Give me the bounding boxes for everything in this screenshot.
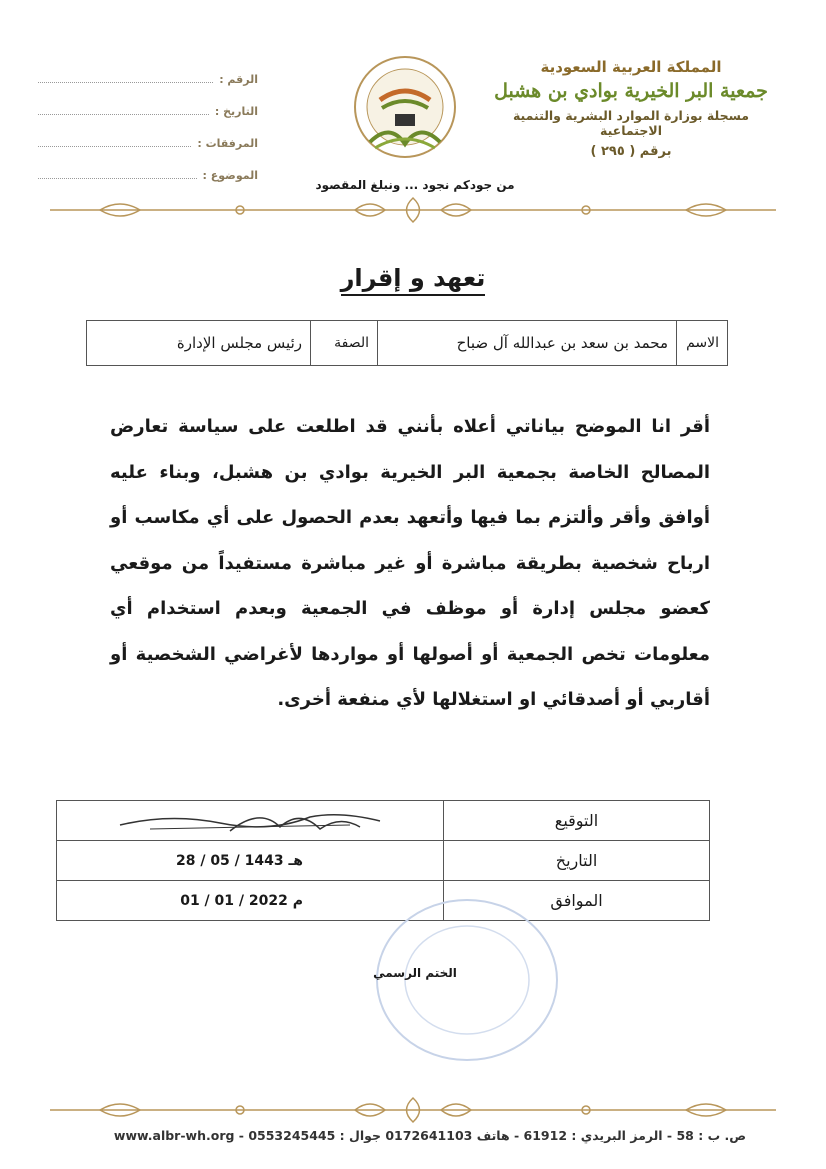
field-number: الرقم :: [38, 54, 258, 86]
gregorian-label: الموافق: [443, 881, 709, 920]
signature-icon: [57, 801, 443, 840]
signature-label: التوقيع: [443, 801, 709, 840]
country-name: المملكة العربية السعودية: [540, 58, 722, 76]
org-logo-icon: [350, 52, 460, 162]
role-label: الصفة: [310, 321, 377, 365]
role-value: رئيس مجلس الإدارة: [176, 334, 302, 352]
registration-text: مسجلة بوزارة الموارد البشرية والتنمية الاجتماعية: [512, 108, 750, 138]
footer-contact: ص. ب : 58 - الرمز البريدي : 61912 - هاتف 0172641103 جوال : 0553245445 - www.albr-wh.org: [113, 1128, 747, 1143]
hijri-date-row: [57, 841, 709, 881]
stamp-icon: [372, 895, 562, 1065]
ornament-divider-icon: [40, 190, 786, 230]
org-header: [481, 58, 781, 159]
info-table: [86, 320, 728, 366]
date-label: التاريخ: [443, 841, 709, 880]
reference-fields: [38, 54, 258, 182]
gregorian-date-value: 01 / 01 / 2022 م: [180, 892, 303, 909]
hijri-date-value: 28 / 05 / 1443 هـ: [175, 852, 303, 869]
document-title: تعهد و إقرار: [300, 264, 526, 292]
signature-row: [57, 801, 709, 841]
motto: من جودكم نجود ... ونبلغ المقصود: [315, 178, 515, 192]
footer-ornament-icon: [40, 1090, 786, 1130]
registration-number: برقم ( ٢٩٥ ): [590, 144, 672, 159]
name-value: محمد بن سعد بن عبدالله آل ضباح: [377, 321, 676, 365]
org-name: جمعية البر الخيرية بوادي بن هشبل: [494, 80, 768, 102]
field-attachments: المرفقات :: [38, 118, 258, 150]
official-stamp-label: الختم الرسمي: [373, 966, 457, 980]
declaration-body: أقر انا الموضح بياناتي أعلاه بأنني قد اطلعت على سياسة تعارض المصالح الخاصة بجمعية البر الخيرية بوادي بن هشبل، وبناء عليه أوافق وأقر وألتزم بما فيها وأتعهد بعدم الحصول على أي مكاسب أو ارباح شخصية بطريقة مباشرة أو غير مباشرة مستفيداً من موقعي كعضو مجلس إدارة أو موظف في الجمعية وبعدم استخدام أي معلومات تخص الجمعية أو أصولها أو مواردها لأغراضي الشخصية أو أقاربي أو أصدقائي او استغلالها لأي منفعة أخرى.: [110, 416, 710, 710]
field-date: التاريخ :: [38, 86, 258, 118]
field-subject: الموضوع :: [38, 150, 258, 182]
name-label: الاسم: [676, 321, 727, 365]
